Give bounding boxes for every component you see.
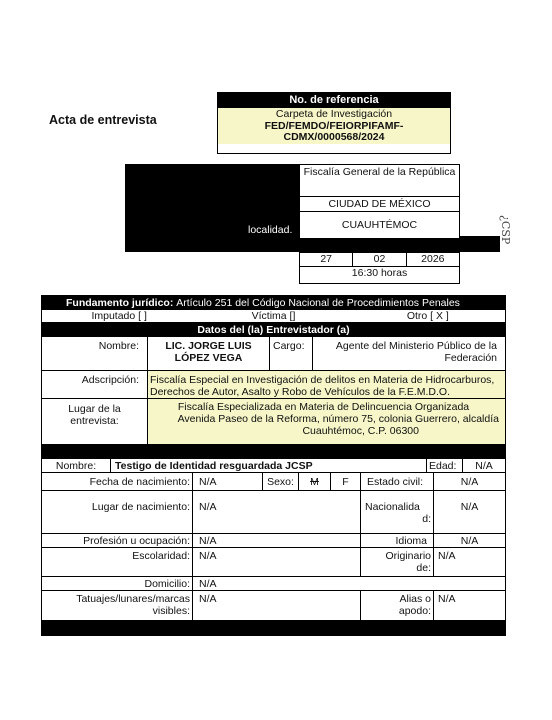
redacted-block	[125, 164, 299, 252]
birthplace-value: N/A	[192, 491, 360, 534]
marks-value: N/A	[192, 591, 360, 621]
interview-place-line-2: Avenida Paseo de la Reforma, número 75, colonia Guerrero, alcaldía	[177, 413, 499, 425]
nationality-value: N/A	[433, 491, 505, 534]
party-victima: Víctima []	[251, 310, 296, 322]
location-time: 16:30 horas	[351, 267, 408, 279]
interviewee-name-label: Nombre:	[42, 459, 110, 473]
interviewee-name: Testigo de Identidad resguardada JCSP	[110, 459, 426, 473]
address-label: Domicilio:	[42, 577, 192, 591]
nationality-label-2: d:	[422, 513, 431, 525]
age-value: N/A	[462, 459, 505, 473]
location-district: CUAUHTÉMOC	[300, 212, 459, 239]
sex-m: M	[298, 473, 330, 491]
occupation-label: Profesión u ocupación:	[42, 534, 192, 548]
interview-place-line-1: Fiscalía Especializada en Materia de Delincuencia Organizada	[177, 401, 470, 413]
interviewer-name-line-2: LÓPEZ VEGA	[174, 352, 243, 364]
location-label: localidad.	[248, 224, 293, 236]
handwritten-note: ¿CSP	[499, 215, 512, 245]
document-title: Acta de entrevista	[49, 113, 157, 127]
reference-header: No. de referencia	[218, 93, 450, 108]
occupation-value: N/A	[192, 534, 360, 548]
legal-basis-row	[42, 296, 505, 310]
interview-form	[41, 295, 506, 636]
interview-place-value	[147, 399, 505, 444]
sex-label: Sexo:	[262, 473, 298, 491]
interview-place-label-2: entrevista:	[70, 415, 119, 427]
interviewer-name-label: Nombre:	[42, 337, 147, 371]
schooling-value: N/A	[192, 548, 360, 577]
adscripcion-line-2: Derechos de Autor, Asalto y Robo de Vehículos de la F.E.M.D.O.	[150, 386, 450, 398]
location-entity: Fiscalía General de la República	[300, 165, 459, 197]
date-year: 2026	[421, 253, 445, 265]
adscripcion-value	[147, 371, 505, 399]
address-value: N/A	[192, 577, 505, 591]
alias-label	[360, 591, 433, 621]
interview-place-label-1: Lugar de la	[68, 403, 121, 415]
party-otro: Otro [ X ]	[406, 310, 449, 322]
redacted-bar	[460, 236, 500, 252]
location-city: CIUDAD DE MÉXICO	[300, 197, 459, 212]
adscripcion-line-1: Fiscalía Especial en Investigación de delitos en Materia de Hidrocarburos,	[150, 374, 495, 386]
reference-line-2: FED/FEMDO/FEIORPIFAMF-	[264, 119, 404, 132]
origin-label-1: Originario	[385, 550, 431, 562]
date-day: 27	[320, 253, 332, 265]
location-date	[300, 253, 459, 267]
nationality-label	[360, 491, 433, 534]
reference-body	[218, 108, 450, 144]
nationality-label-1: Nacionalida	[365, 501, 420, 513]
civil-status-value: N/A	[433, 473, 505, 491]
reference-line-1: Carpeta de Investigación	[275, 108, 393, 120]
reference-line-3: CDMX/0000568/2024	[283, 131, 385, 143]
location-table	[299, 164, 460, 284]
bottom-bar	[42, 621, 505, 635]
alias-label-1: Alias o	[399, 593, 431, 605]
birthdate-value: N/A	[192, 473, 262, 491]
interviewer-cargo-line-2: Federación	[444, 352, 497, 364]
reference-box	[217, 92, 451, 154]
sex-f: F	[330, 473, 360, 491]
interviewer-section-title: Datos del (la) Entrevistador (a)	[42, 323, 505, 337]
origin-value: N/A	[433, 548, 505, 577]
marks-label	[42, 591, 192, 621]
parties-row	[42, 310, 505, 323]
marks-label-2: visibles:	[152, 605, 190, 617]
alias-value: N/A	[433, 591, 505, 621]
age-label: Edad:	[426, 459, 462, 473]
redacted-strip	[300, 239, 459, 253]
interviewer-cargo-label: Cargo:	[269, 337, 312, 371]
alias-label-2: apodo:	[398, 605, 431, 617]
date-month: 02	[352, 253, 406, 266]
schooling-label: Escolaridad:	[42, 548, 192, 577]
interviewer-cargo	[312, 337, 505, 371]
interview-place-label	[42, 399, 147, 444]
adscripcion-label: Adscripción:	[42, 371, 147, 399]
legal-basis-text: Artículo 251 del Código Nacional de Procedimientos Penales	[176, 297, 460, 309]
language-label: Idioma	[360, 534, 433, 548]
origin-label-2: de:	[416, 562, 431, 574]
section-separator	[42, 444, 505, 459]
party-imputado: Imputado [ ]	[91, 310, 147, 322]
interviewer-name-line-1: LIC. JORGE LUIS	[165, 340, 252, 352]
civil-status-label: Estado civil:	[360, 473, 433, 491]
birthplace-label: Lugar de nacimiento:	[42, 491, 192, 534]
interviewer-name	[147, 337, 269, 371]
interview-place-line-3: Cuauhtémoc, C.P. 06300	[302, 425, 419, 437]
marks-label-1: Tatuajes/lunares/marcas	[76, 593, 190, 605]
origin-label	[360, 548, 433, 577]
birthdate-label: Fecha de nacimiento:	[42, 473, 192, 491]
interviewer-cargo-line-1: Agente del Ministerio Público de la	[335, 340, 497, 352]
legal-basis-label: Fundamento jurídico:	[66, 297, 174, 309]
language-value: N/A	[433, 534, 505, 548]
